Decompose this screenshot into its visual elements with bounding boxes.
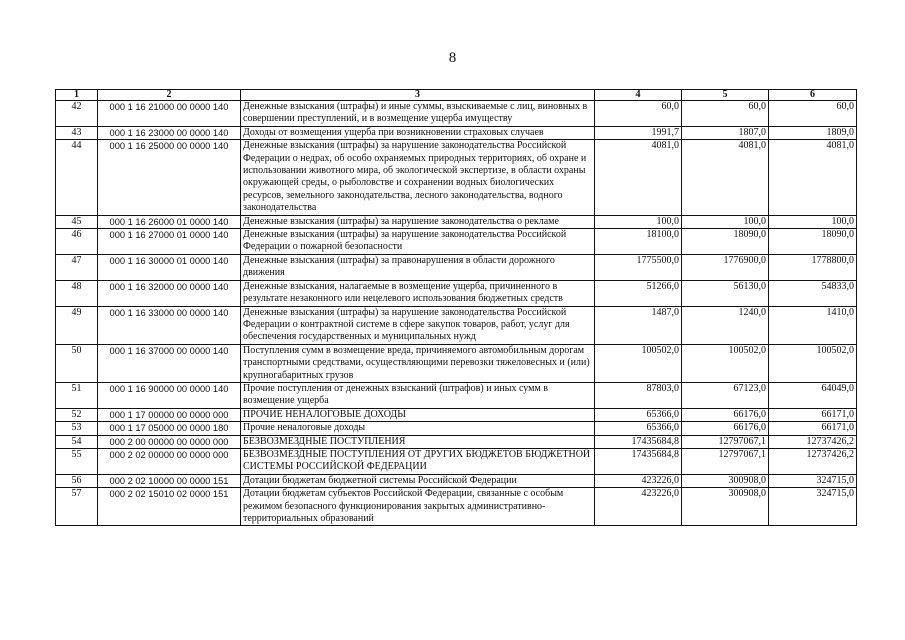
value-col-6: 18090,0: [769, 229, 857, 255]
row-number: 48: [56, 280, 98, 306]
income-name: Доходы от возмещения ущерба при возникновении страховых случаев: [241, 126, 595, 139]
table-row: [56, 229, 857, 255]
header-col-1: 1: [56, 90, 98, 101]
table-row: [56, 254, 857, 280]
value-col-4: 17435684,8: [595, 448, 682, 474]
value-col-6: 64049,0: [769, 382, 857, 408]
value-col-6: 1778800,0: [769, 254, 857, 280]
income-name: Денежные взыскания, налагаемые в возмещение ущерба, причиненного в результате незаконного или нецелевого использования бюджетных средств: [241, 280, 595, 306]
value-col-4: 60,0: [595, 101, 682, 127]
value-col-5: 100,0: [682, 215, 769, 228]
header-col-2: 2: [98, 90, 241, 101]
row-number: 50: [56, 344, 98, 382]
table-row: [56, 126, 857, 139]
table-row: [56, 474, 857, 487]
table-body: [56, 101, 857, 526]
table-row: [56, 215, 857, 228]
row-number: 45: [56, 215, 98, 228]
row-number: 47: [56, 254, 98, 280]
value-col-4: 51266,0: [595, 280, 682, 306]
value-col-6: 100,0: [769, 215, 857, 228]
budget-code: 000 1 16 23000 00 0000 140: [98, 126, 241, 139]
value-col-5: 12797067,1: [682, 435, 769, 448]
table-row: [56, 306, 857, 344]
budget-code: 000 2 00 00000 00 0000 000: [98, 435, 241, 448]
budget-code: 000 2 02 00000 00 0000 000: [98, 448, 241, 474]
income-name: Прочие поступления от денежных взысканий (штрафов) и иных сумм в возмещение ущерба: [241, 382, 595, 408]
table-row: [56, 101, 857, 127]
row-number: 53: [56, 422, 98, 435]
page-number: 8: [448, 50, 457, 66]
value-col-4: 87803,0: [595, 382, 682, 408]
income-name: Прочие неналоговые доходы: [241, 422, 595, 435]
row-number: 42: [56, 101, 98, 127]
value-col-5: 1807,0: [682, 126, 769, 139]
table-row: [56, 435, 857, 448]
budget-code: 000 1 16 26000 01 0000 140: [98, 215, 241, 228]
value-col-4: 100,0: [595, 215, 682, 228]
income-name: Дотации бюджетам бюджетной системы Российской Федерации: [241, 474, 595, 487]
header-col-5: 5: [682, 90, 769, 101]
value-col-4: 100502,0: [595, 344, 682, 382]
row-number: 56: [56, 474, 98, 487]
value-col-6: 12737426,2: [769, 448, 857, 474]
value-col-5: 100502,0: [682, 344, 769, 382]
income-name: Денежные взыскания (штрафы) за нарушение законодательства Российской Федерации о пожарной безопасности: [241, 229, 595, 255]
value-col-5: 66176,0: [682, 422, 769, 435]
income-name: БЕЗВОЗМЕЗДНЫЕ ПОСТУПЛЕНИЯ ОТ ДРУГИХ БЮДЖЕТОВ БЮДЖЕТНОЙ СИСТЕМЫ РОССИЙСКОЙ ФЕДЕРАЦИИ: [241, 448, 595, 474]
table-header-row: [56, 90, 857, 101]
value-col-6: 324715,0: [769, 474, 857, 487]
income-name: Денежные взыскания (штрафы) за правонарушения в области дорожного движения: [241, 254, 595, 280]
income-name: Поступления сумм в возмещение вреда, причиняемого автомобильным дорогам транспортными средствами, осуществляющими перевозки тяжеловесных и (или) крупногабаритных грузов: [241, 344, 595, 382]
table-row: [56, 140, 857, 215]
row-number: 52: [56, 408, 98, 421]
value-col-6: 54833,0: [769, 280, 857, 306]
value-col-4: 1775500,0: [595, 254, 682, 280]
budget-table: [55, 89, 857, 526]
budget-code: 000 2 02 15010 02 0000 151: [98, 488, 241, 526]
value-col-6: 66171,0: [769, 408, 857, 421]
header-col-6: 6: [769, 90, 857, 101]
budget-code: 000 1 17 00000 00 0000 000: [98, 408, 241, 421]
value-col-5: 18090,0: [682, 229, 769, 255]
income-name: Денежные взыскания (штрафы) за нарушение законодательства Российской Федерации о недрах, об особо охраняемых природных территориях, об охране и использовании животного мира, об экологической экспертизе, в области охраны окружающей среды, о рыболовстве и сохранении водных биологических ресурсов, земельного законодательства, лесного законодательства, водного законодательства: [241, 140, 595, 215]
header-col-3: 3: [241, 90, 595, 101]
value-col-5: 56130,0: [682, 280, 769, 306]
income-name: Денежные взыскания (штрафы) и иные суммы, взыскиваемые с лиц, виновных в совершении преступлений, и в возмещение ущерба имуществу: [241, 101, 595, 127]
value-col-5: 60,0: [682, 101, 769, 127]
income-name: ПРОЧИЕ НЕНАЛОГОВЫЕ ДОХОДЫ: [241, 408, 595, 421]
table-row: [56, 422, 857, 435]
row-number: 44: [56, 140, 98, 215]
budget-code: 000 1 16 30000 01 0000 140: [98, 254, 241, 280]
budget-code: 000 1 16 33000 00 0000 140: [98, 306, 241, 344]
income-name: Денежные взыскания (штрафы) за нарушение законодательства о рекламе: [241, 215, 595, 228]
value-col-4: 65366,0: [595, 422, 682, 435]
table-row: [56, 280, 857, 306]
budget-code: 000 1 16 90000 00 0000 140: [98, 382, 241, 408]
value-col-6: 1410,0: [769, 306, 857, 344]
table-row: [56, 344, 857, 382]
header-col-4: 4: [595, 90, 682, 101]
budget-code: 000 1 17 05000 00 0000 180: [98, 422, 241, 435]
value-col-5: 1776900,0: [682, 254, 769, 280]
value-col-4: 1487,0: [595, 306, 682, 344]
value-col-5: 4081,0: [682, 140, 769, 215]
row-number: 54: [56, 435, 98, 448]
budget-code: 000 1 16 37000 00 0000 140: [98, 344, 241, 382]
row-number: 57: [56, 488, 98, 526]
value-col-4: 4081,0: [595, 140, 682, 215]
table-row: [56, 382, 857, 408]
value-col-4: 17435684,8: [595, 435, 682, 448]
budget-code: 000 1 16 32000 00 0000 140: [98, 280, 241, 306]
value-col-6: 66171,0: [769, 422, 857, 435]
value-col-6: 1809,0: [769, 126, 857, 139]
value-col-6: 100502,0: [769, 344, 857, 382]
budget-code: 000 1 16 21000 00 0000 140: [98, 101, 241, 127]
table-row: [56, 408, 857, 421]
value-col-6: 12737426,2: [769, 435, 857, 448]
value-col-5: 67123,0: [682, 382, 769, 408]
value-col-4: 423226,0: [595, 488, 682, 526]
income-name: Дотации бюджетам субъектов Российской Федерации, связанные с особым режимом безопасного функционирования закрытых административно-территориальных образований: [241, 488, 595, 526]
row-number: 49: [56, 306, 98, 344]
income-name: БЕЗВОЗМЕЗДНЫЕ ПОСТУПЛЕНИЯ: [241, 435, 595, 448]
value-col-6: 324715,0: [769, 488, 857, 526]
value-col-5: 12797067,1: [682, 448, 769, 474]
value-col-5: 300908,0: [682, 488, 769, 526]
income-name: Денежные взыскания (штрафы) за нарушение законодательства Российской Федерации о контрактной системе в сфере закупок товаров, работ, услуг для обеспечения государственных и муниципальных нужд: [241, 306, 595, 344]
row-number: 46: [56, 229, 98, 255]
table-row: [56, 488, 857, 526]
budget-code: 000 1 16 27000 01 0000 140: [98, 229, 241, 255]
value-col-4: 423226,0: [595, 474, 682, 487]
value-col-6: 4081,0: [769, 140, 857, 215]
budget-code: 000 2 02 10000 00 0000 151: [98, 474, 241, 487]
row-number: 55: [56, 448, 98, 474]
value-col-5: 66176,0: [682, 408, 769, 421]
value-col-5: 300908,0: [682, 474, 769, 487]
budget-code: 000 1 16 25000 00 0000 140: [98, 140, 241, 215]
value-col-6: 60,0: [769, 101, 857, 127]
table-row: [56, 448, 857, 474]
row-number: 43: [56, 126, 98, 139]
value-col-4: 65366,0: [595, 408, 682, 421]
value-col-4: 1991,7: [595, 126, 682, 139]
row-number: 51: [56, 382, 98, 408]
value-col-5: 1240,0: [682, 306, 769, 344]
value-col-4: 18100,0: [595, 229, 682, 255]
